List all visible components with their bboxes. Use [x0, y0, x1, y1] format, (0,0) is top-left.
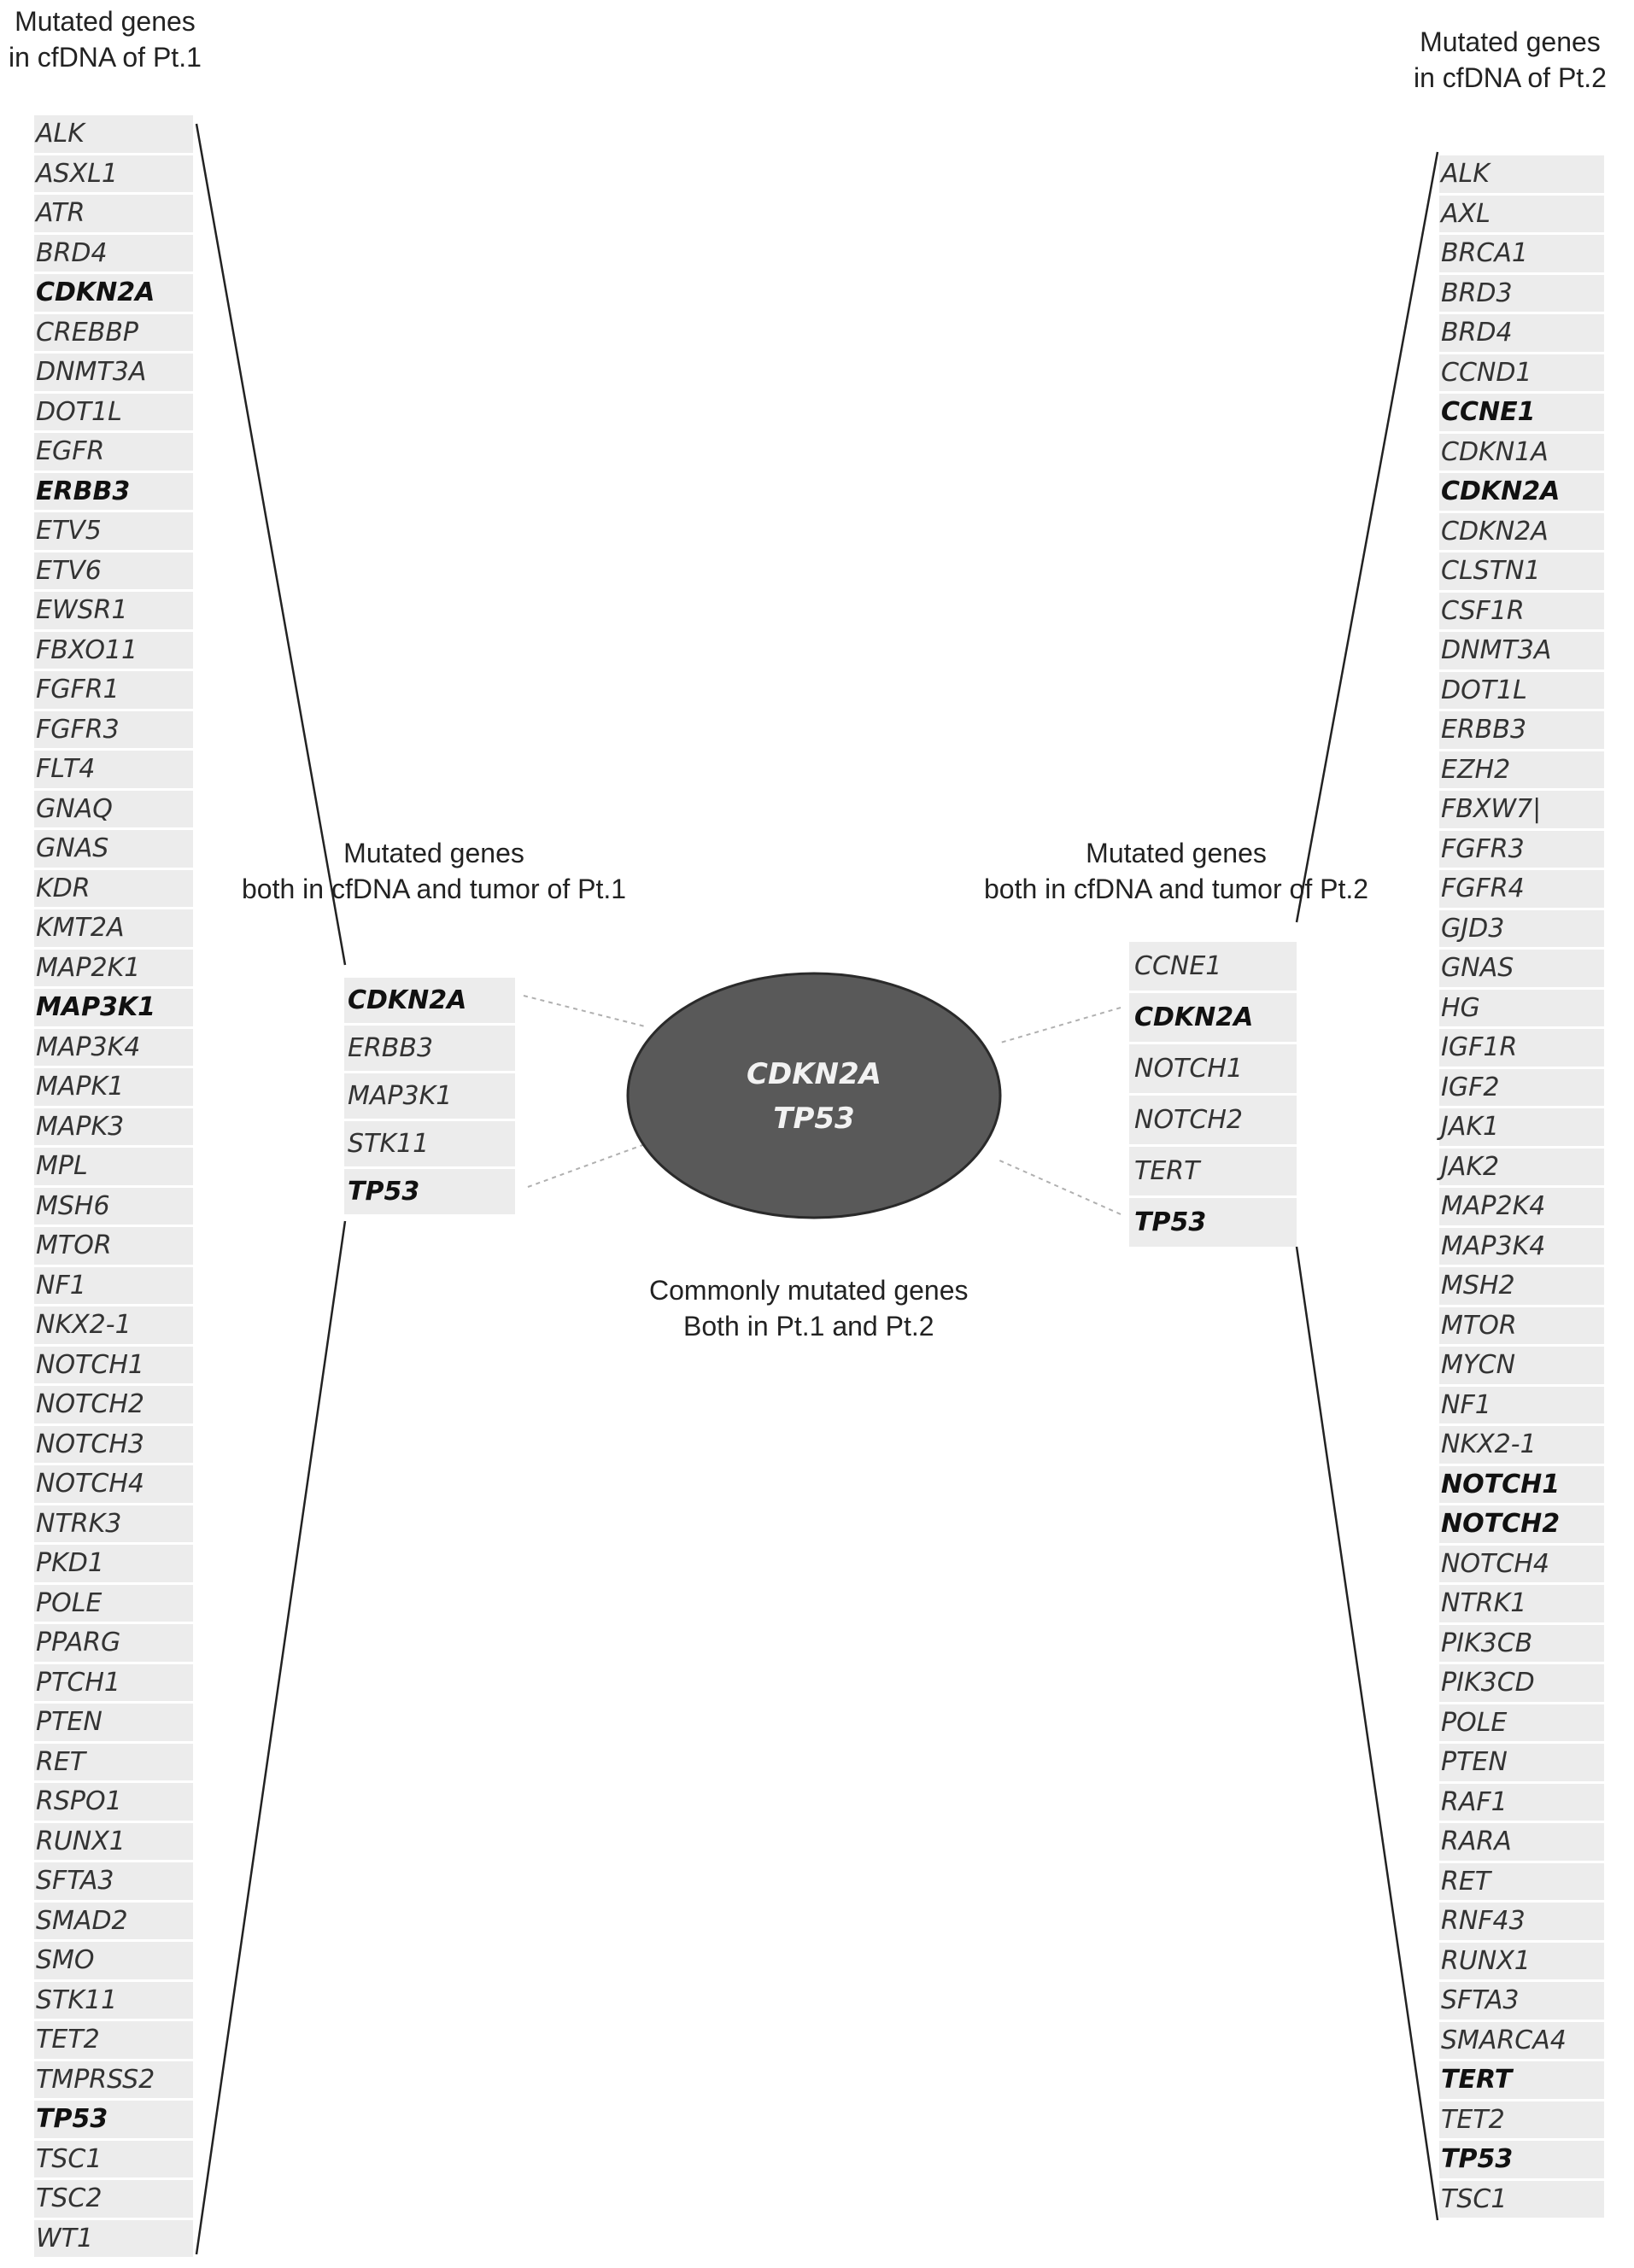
gene-cell: NOTCH1	[1439, 1466, 1604, 1506]
header-pt1-cfdna-line1: Mutated genes	[15, 6, 196, 37]
gene-cell: GNAQ	[34, 791, 193, 831]
gene-cell: MAP2K1	[34, 950, 193, 990]
gene-cell: BRD3	[1439, 275, 1604, 315]
gene-cell: MAP3K4	[34, 1029, 193, 1069]
common-genes-label	[626, 1052, 1002, 1141]
gene-cell: SMAD2	[34, 1903, 193, 1943]
gene-cell: TP53	[344, 1169, 515, 1217]
connector-pt2-top	[1297, 152, 1438, 922]
gene-cell: FGFR1	[34, 671, 193, 711]
gene-cell: FGFR4	[1439, 870, 1604, 910]
gene-cell: ATR	[34, 195, 193, 235]
gene-cell: NF1	[34, 1267, 193, 1307]
gene-cell: CDKN2A	[1439, 473, 1604, 513]
gene-cell: DNMT3A	[34, 354, 193, 394]
gene-cell: SMARCA4	[1439, 2022, 1604, 2062]
gene-cell: MPL	[34, 1148, 193, 1188]
gene-cell: NOTCH4	[34, 1465, 193, 1505]
gene-cell: FBXO11	[34, 632, 193, 672]
header-common-line1: Commonly mutated genes	[649, 1275, 969, 1306]
gene-cell: MTOR	[1439, 1307, 1604, 1347]
gene-cell: HG	[1439, 990, 1604, 1030]
gene-cell: RNF43	[1439, 1903, 1604, 1943]
connector-pt1-top	[196, 124, 345, 965]
gene-cell: TSC1	[1439, 2181, 1604, 2221]
gene-cell: CCNE1	[1129, 942, 1297, 993]
gene-cell: PTEN	[34, 1704, 193, 1744]
header-pt1-cfdna-line2: in cfDNA of Pt.1	[9, 42, 202, 73]
gene-cell: TERT	[1439, 2061, 1604, 2101]
gene-cell: CDKN2A	[34, 274, 193, 314]
dotted-link-pt2-bottom	[998, 1160, 1121, 1214]
gene-cell: ASXL1	[34, 155, 193, 196]
header-pt2-shared-line2: both in cfDNA and tumor of Pt.2	[984, 874, 1369, 904]
gene-cell: FBXW7|	[1439, 791, 1604, 831]
gene-cell: CLSTN1	[1439, 552, 1604, 593]
common-gene-1: CDKN2A	[747, 1057, 881, 1091]
gene-cell: MAP3K1	[344, 1073, 515, 1121]
gene-cell: BRD4	[1439, 314, 1604, 354]
gene-cell: CSF1R	[1439, 593, 1604, 633]
gene-cell: AXL	[1439, 196, 1604, 236]
gene-cell: DOT1L	[34, 394, 193, 434]
header-pt2-cfdna-line2: in cfDNA of Pt.2	[1414, 62, 1607, 93]
gene-cell: STK11	[34, 1982, 193, 2022]
gene-cell: CREBBP	[34, 314, 193, 354]
gene-cell: JAK2	[1439, 1149, 1604, 1189]
gene-cell: CCNE1	[1439, 394, 1604, 434]
gene-cell: POLE	[34, 1585, 193, 1625]
header-pt1-shared-line1: Mutated genes	[343, 838, 524, 868]
gene-cell: RET	[1439, 1863, 1604, 1903]
gene-cell: NOTCH3	[34, 1426, 193, 1466]
gene-cell: STK11	[344, 1121, 515, 1169]
header-pt1-shared-line2: both in cfDNA and tumor of Pt.1	[242, 874, 627, 904]
gene-cell: CDKN2A	[1129, 993, 1297, 1044]
gene-cell: PPARG	[34, 1624, 193, 1664]
gene-cell: DNMT3A	[1439, 632, 1604, 672]
gene-cell: ERBB3	[34, 473, 193, 513]
gene-cell: BRD4	[34, 235, 193, 275]
common-gene-2: TP53	[773, 1102, 855, 1136]
gene-cell: EZH2	[1439, 751, 1604, 792]
gene-cell: TP53	[1129, 1198, 1297, 1249]
gene-cell: WT1	[34, 2220, 193, 2260]
gene-cell: MSH2	[1439, 1267, 1604, 1307]
gene-cell: JAK1	[1439, 1108, 1604, 1149]
gene-cell: EGFR	[34, 433, 193, 473]
gene-cell: GNAS	[34, 830, 193, 870]
gene-cell: SFTA3	[34, 1862, 193, 1903]
gene-cell: GNAS	[1439, 950, 1604, 990]
gene-cell: MAPK3	[34, 1108, 193, 1149]
gene-cell: IGF2	[1439, 1069, 1604, 1109]
gene-cell: NKX2-1	[34, 1306, 193, 1347]
gene-cell: TET2	[1439, 2101, 1604, 2142]
header-pt2-shared-line1: Mutated genes	[1086, 838, 1267, 868]
gene-cell: ALK	[1439, 155, 1604, 196]
gene-cell: GJD3	[1439, 910, 1604, 950]
gene-cell: RUNX1	[1439, 1943, 1604, 1983]
gene-cell: RARA	[1439, 1823, 1604, 1863]
gene-cell: RAF1	[1439, 1784, 1604, 1824]
gene-cell: KMT2A	[34, 909, 193, 950]
gene-cell: MTOR	[34, 1227, 193, 1267]
gene-cell: ETV6	[34, 552, 193, 593]
gene-cell: CDKN1A	[1439, 434, 1604, 474]
gene-cell: ERBB3	[344, 1026, 515, 1073]
gene-cell: ALK	[34, 115, 193, 155]
gene-cell: FLT4	[34, 751, 193, 791]
gene-cell: TMPRSS2	[34, 2061, 193, 2101]
header-pt2-cfdna-line1: Mutated genes	[1420, 26, 1601, 57]
gene-cell: MAP3K1	[34, 989, 193, 1029]
gene-cell: MAP2K4	[1439, 1188, 1604, 1228]
gene-cell: PIK3CD	[1439, 1664, 1604, 1704]
gene-cell: NTRK3	[34, 1505, 193, 1546]
gene-cell: KDR	[34, 870, 193, 910]
gene-cell: RUNX1	[34, 1823, 193, 1863]
gene-cell: PIK3CB	[1439, 1625, 1604, 1665]
gene-cell: NOTCH2	[1439, 1505, 1604, 1546]
gene-cell: MSH6	[34, 1188, 193, 1228]
gene-cell: TP53	[34, 2101, 193, 2141]
gene-cell: NOTCH1	[34, 1347, 193, 1387]
gene-cell: CDKN2A	[344, 978, 515, 1026]
gene-cell: ETV5	[34, 512, 193, 552]
gene-cell: NKX2-1	[1439, 1426, 1604, 1466]
gene-cell: EWSR1	[34, 592, 193, 632]
gene-cell: IGF1R	[1439, 1029, 1604, 1069]
gene-cell: NOTCH2	[1129, 1096, 1297, 1147]
gene-cell: MYCN	[1439, 1347, 1604, 1387]
gene-cell: DOT1L	[1439, 672, 1604, 712]
gene-cell: TET2	[34, 2021, 193, 2061]
gene-cell: TP53	[1439, 2141, 1604, 2181]
gene-cell: ERBB3	[1439, 711, 1604, 751]
header-common-line2: Both in Pt.1 and Pt.2	[682, 1311, 934, 1342]
gene-cell: RSPO1	[34, 1783, 193, 1823]
gene-cell: TERT	[1129, 1147, 1297, 1198]
dotted-link-pt2-top	[998, 1008, 1121, 1043]
gene-cell: CDKN2A	[1439, 513, 1604, 553]
connector-pt2-bottom	[1297, 1247, 1438, 2220]
dotted-link-pt1-top	[524, 996, 645, 1026]
gene-cell: SFTA3	[1439, 1982, 1604, 2022]
gene-cell: FGFR3	[34, 711, 193, 751]
gene-cell: NF1	[1439, 1387, 1604, 1427]
gene-cell: NTRK1	[1439, 1585, 1604, 1625]
gene-cell: NOTCH1	[1129, 1044, 1297, 1096]
gene-cell: TSC1	[34, 2141, 193, 2181]
gene-cell: NOTCH2	[34, 1386, 193, 1426]
gene-cell: RET	[34, 1744, 193, 1784]
gene-cell: TSC2	[34, 2180, 193, 2220]
gene-cell: PKD1	[34, 1545, 193, 1585]
gene-cell: NOTCH4	[1439, 1546, 1604, 1586]
gene-cell: POLE	[1439, 1704, 1604, 1745]
gene-cell: FGFR3	[1439, 831, 1604, 871]
dotted-link-pt1-bottom	[528, 1144, 645, 1187]
gene-cell: BRCA1	[1439, 235, 1604, 275]
gene-cell: SMO	[34, 1942, 193, 1982]
gene-cell: MAP3K4	[1439, 1228, 1604, 1268]
gene-cell: PTCH1	[34, 1664, 193, 1704]
gene-cell: MAPK1	[34, 1068, 193, 1108]
gene-cell: CCND1	[1439, 354, 1604, 395]
gene-cell: PTEN	[1439, 1744, 1604, 1784]
connector-pt1-bottom	[196, 1221, 345, 2254]
